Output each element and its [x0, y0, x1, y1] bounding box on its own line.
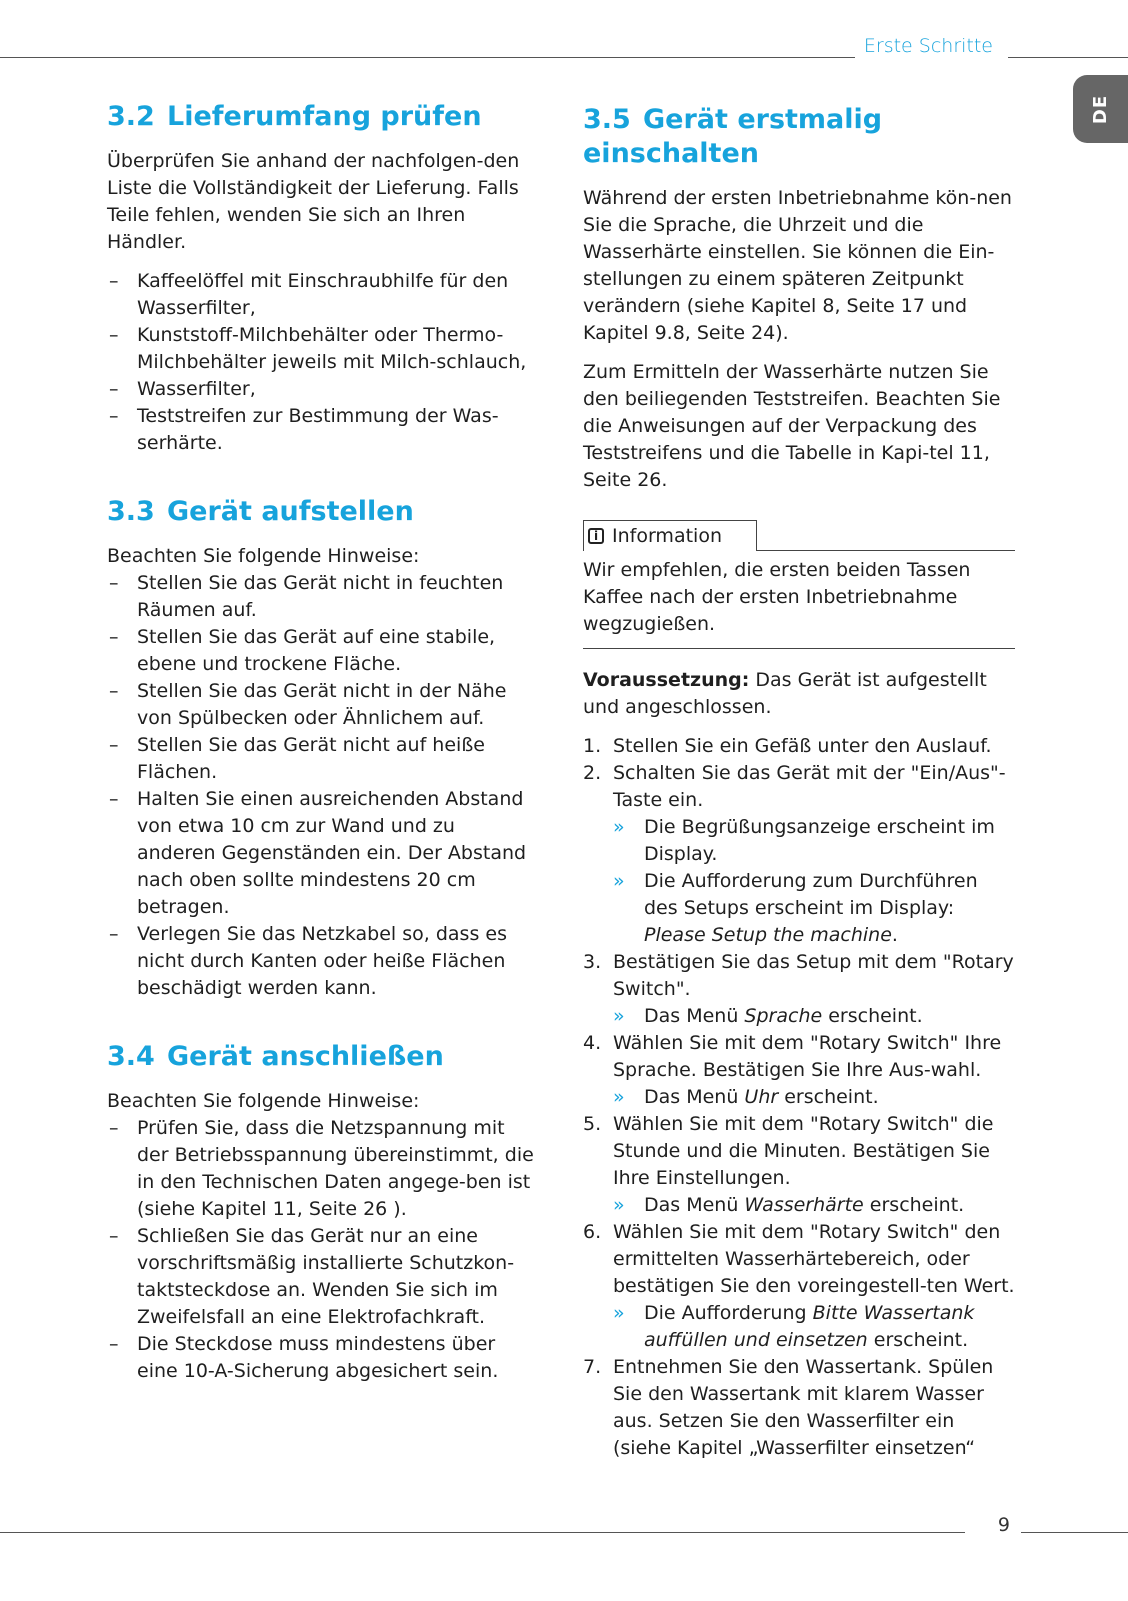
information-box: [583, 520, 1015, 649]
step-item: [583, 949, 1015, 1030]
menu-name: Uhr: [744, 1086, 779, 1108]
result-arrow-icon: »: [613, 816, 625, 838]
list-item: – Stellen Sie das Gerät nicht in feuchten Räumen auf.: [107, 570, 535, 624]
result-item: [613, 1084, 1015, 1111]
section-number: 3.5: [583, 104, 631, 135]
result-list: [613, 1300, 1015, 1354]
result-arrow-icon: »: [613, 1005, 625, 1027]
step-text: Wählen Sie mit dem "Rotary Switch" die Stunde und die Minuten. Bestätigen Sie Ihre Einstellungen.: [613, 1113, 994, 1189]
display-message: Please Setup the machine: [644, 924, 892, 946]
step-item: [583, 1219, 1015, 1354]
list-item: – Teststreifen zur Bestimmung der Was-serhärte.: [107, 403, 535, 457]
information-text: Wir empfehlen, die ersten beiden Tassen Kaffee nach der ersten Inbetriebnahme wegzugießen.: [583, 559, 971, 635]
menu-name: Sprache: [744, 1005, 823, 1027]
step-text: Entnehmen Sie den Wassertank. Spülen Sie den Wassertank mit klarem Wasser aus. Setzen Sie den Wasserfilter ein (siehe Kapitel „Wasserfilter einsetzen“: [613, 1356, 994, 1459]
result-text: Das Menü: [644, 1086, 745, 1108]
step-number: 1.: [583, 735, 602, 757]
result-list: [613, 814, 1015, 949]
result-text-end: erscheint.: [863, 1194, 965, 1216]
step-number: 2.: [583, 762, 602, 784]
bullet-list: [107, 268, 535, 457]
section-heading: [107, 495, 535, 529]
footer-rule-left: [0, 1532, 965, 1533]
result-item: [613, 1192, 1015, 1219]
list-item: – Stellen Sie das Gerät auf eine stabile, ebene und trockene Fläche.: [107, 624, 535, 678]
page-number: 9: [997, 1514, 1010, 1536]
section-title: Gerät erstmalig einschalten: [583, 104, 883, 169]
result-list: [613, 1192, 1015, 1219]
paragraph: Beachten Sie folgende Hinweise:: [107, 545, 420, 567]
section-title: Lieferumfang prüfen: [167, 101, 482, 132]
language-tab: [1073, 75, 1128, 143]
section-heading: [107, 1040, 535, 1074]
step-number: 6.: [583, 1221, 602, 1243]
result-text-end: erscheint.: [867, 1329, 969, 1351]
step-number: 4.: [583, 1032, 602, 1054]
result-arrow-icon: »: [613, 870, 625, 892]
list-item: – Die Steckdose muss mindestens über eine 10-A-Sicherung abgesichert sein.: [107, 1331, 535, 1385]
header-rule-left: [0, 57, 855, 58]
result-text: Das Menü: [644, 1005, 745, 1027]
step-item: [583, 1354, 1015, 1462]
paragraph: Während der ersten Inbetriebnahme kön-nen Sie die Sprache, die Uhrzeit und die Wasserhärte einstellen. Sie können die Ein-stellungen zu einem späteren Zeitpunkt verändern (siehe Kapitel 8, Seite 17 und Kapitel 9.8, Seite 24).: [583, 187, 1012, 344]
result-item: [613, 814, 1015, 868]
result-arrow-icon: »: [613, 1194, 625, 1216]
step-list: [583, 733, 1015, 1462]
information-label-text: Information: [612, 525, 722, 547]
list-item: – Schließen Sie das Gerät nur an eine vorschriftsmäßig installierte Schutzkon-taktsteckdose an. Wenden Sie sich im Zweifelsfall an eine Elektrofachkraft.: [107, 1223, 535, 1331]
result-list: [613, 1003, 1015, 1030]
list-item: – Kaffeelöffel mit Einschraubhilfe für den Wasserfilter,: [107, 268, 535, 322]
section-3-4: [107, 1040, 535, 1385]
section-number: 3.4: [107, 1041, 155, 1072]
step-item: [583, 733, 1015, 760]
section-heading: [583, 103, 1015, 171]
information-box-body: [583, 551, 1015, 649]
step-text: Stellen Sie ein Gefäß unter den Auslauf.: [613, 735, 992, 757]
section-heading: [107, 100, 535, 134]
step-number: 7.: [583, 1356, 602, 1378]
step-item: [583, 1111, 1015, 1219]
prerequisite-label: Voraussetzung:: [583, 669, 750, 691]
step-item: [583, 760, 1015, 949]
list-item: – Prüfen Sie, dass die Netzspannung mit der Betriebsspannung übereinstimmt, die in den Technischen Daten angege-ben ist (siehe Kapitel 11, Seite 26 ).: [107, 1115, 535, 1223]
step-number: 5.: [583, 1113, 602, 1135]
result-text: Die Begrüßungsanzeige erscheint im Display.: [644, 816, 995, 865]
footer-rule-right: [1021, 1532, 1128, 1533]
list-item: – Stellen Sie das Gerät nicht in der Nähe von Spülbecken oder Ähnlichem auf.: [107, 678, 535, 732]
list-item: – Kunststoff-Milchbehälter oder Thermo-Milchbehälter jeweils mit Milch-schlauch,: [107, 322, 535, 376]
left-column: [107, 100, 535, 1423]
list-item: – Stellen Sie das Gerät nicht auf heiße Flächen.: [107, 732, 535, 786]
section-3-2: [107, 100, 535, 457]
section-title: Gerät anschließen: [167, 1041, 444, 1072]
section-3-3: [107, 495, 535, 1002]
info-icon: i: [588, 528, 604, 544]
step-text: Wählen Sie mit dem "Rotary Switch" den ermittelten Wasserhärtebereich, oder bestätigen Sie den voreingestell-ten Wert.: [613, 1221, 1015, 1297]
step-text: Schalten Sie das Gerät mit der "Ein/Aus"-Taste ein.: [613, 762, 1006, 811]
header-rule-right: [1008, 57, 1128, 58]
running-header-title: Erste Schritte: [863, 35, 993, 57]
step-text: Bestätigen Sie das Setup mit dem "Rotary Switch".: [613, 951, 1014, 1000]
bullet-list: [107, 570, 535, 1002]
display-message: Bitte Wassertank auffüllen und einsetzen: [644, 1302, 975, 1351]
paragraph: Beachten Sie folgende Hinweise:: [107, 1090, 420, 1112]
paragraph: Überprüfen Sie anhand der nachfolgen-den Liste die Vollständigkeit der Lieferung. Falls Teile fehlen, wenden Sie sich an Ihren Händler.: [107, 150, 520, 253]
result-text-end: erscheint.: [822, 1005, 923, 1027]
list-item: – Halten Sie einen ausreichenden Abstand von etwa 10 cm zur Wand und zu anderen Gegenständen ein. Der Abstand nach oben sollte mindestens 20 cm betragen.: [107, 786, 535, 921]
bullet-list: [107, 1115, 535, 1385]
step-number: 3.: [583, 951, 602, 973]
result-arrow-icon: »: [613, 1086, 625, 1108]
section-number: 3.2: [107, 101, 155, 132]
prerequisite-text: Das Gerät ist aufgestellt und angeschlossen.: [583, 669, 987, 718]
information-box-header: [583, 520, 1015, 551]
result-text: Die Aufforderung zum Durchführen des Setups erscheint im Display:: [644, 870, 978, 919]
prerequisite: [583, 667, 1015, 721]
result-item: [613, 1300, 1015, 1354]
step-text: Wählen Sie mit dem "Rotary Switch" Ihre Sprache. Bestätigen Sie Ihre Aus-wahl.: [613, 1032, 1002, 1081]
list-item: – Wasserfilter,: [107, 376, 535, 403]
paragraph: Zum Ermitteln der Wasserhärte nutzen Sie den beiliegenden Teststreifen. Beachten Sie die Anweisungen auf der Verpackung des Teststreifens und die Tabelle in Kapi-tel 11, Seite 26.: [583, 361, 1001, 491]
result-list: [613, 1084, 1015, 1111]
result-text: Die Aufforderung: [644, 1302, 813, 1324]
result-item: [613, 1003, 1015, 1030]
result-arrow-icon: »: [613, 1302, 625, 1324]
result-text-end: erscheint.: [778, 1086, 879, 1108]
right-column: [583, 103, 1015, 1462]
section-number: 3.3: [107, 496, 155, 527]
result-item: [613, 868, 1015, 949]
menu-name: Wasserhärte: [744, 1194, 864, 1216]
result-text: Das Menü: [644, 1194, 745, 1216]
section-title: Gerät aufstellen: [167, 496, 414, 527]
information-label: [583, 520, 757, 551]
result-text-end: .: [891, 924, 898, 946]
language-tab-label: DE: [1090, 94, 1111, 124]
list-item: – Verlegen Sie das Netzkabel so, dass es nicht durch Kanten oder heiße Flächen beschädigt werden kann.: [107, 921, 535, 1002]
information-box-rule: [757, 550, 1015, 551]
step-item: [583, 1030, 1015, 1111]
